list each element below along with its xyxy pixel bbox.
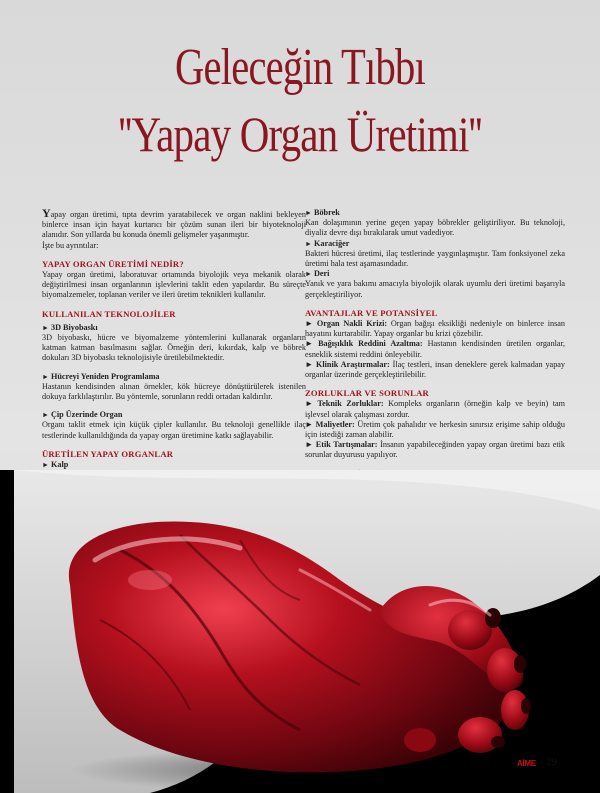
section-heading-advantages: AVANTAJLAR VE POTANSİYEL <box>305 307 438 318</box>
adv-item-3: ► Klinik Araştırmalar: İlaç testleri, insan deneklere gerek kalmadan yapay organlar üzerinde gerçekleştirilebilir. <box>305 359 566 380</box>
page-number: 29 <box>546 756 557 768</box>
text-reprogram: Hastanın kendisinden alınan örnekler, kök hücreye dönüştürülerek istenilen dokuya farklılaştırılır. Bu yöntemle, sorunların reddi ortadan kaldırılır. <box>42 381 306 402</box>
section-heading-organs: ÜRETİLEN YAPAY ORGANLAR <box>42 448 174 459</box>
text-kidney: Kan dolaşımının yerine geçen yapay böbrekler geliştiriliyor. Bu teknoloji, diyaliz devre dışı bırakılarak umut vadediyor. <box>305 218 565 238</box>
heart-illustration <box>0 470 600 793</box>
page-subtitle: ''Yapay Organ Üretimi'' <box>118 106 482 162</box>
subheading-liver: ► Karaciğer <box>305 238 350 248</box>
prob-item-3: ► Etik Tartışmalar: İnsanın yapabileceğinden yapay organ üretimi bazı etik sorunlar duyurusu yapılıyor. <box>305 440 565 460</box>
heart-image <box>0 470 600 793</box>
subheading-chip: ► Çip Üzerinde Organ <box>42 410 123 420</box>
text-chip: Organı taklit etmek için küçük çipler kullanılır. Bu teknoloji genellikle ilaç testlerinde kullanıldığında da yapay organ üretimine katkı sağlayabilir. <box>42 420 306 440</box>
text-3d: 3D biyobaskı, hücre ve biyomalzeme yöntemlerini kullanarak organların katman katman basılmasını sağlar. Örneğin deri, kıkırdak, kalp ve böbrek dokuları 3D biyobaskı teknolojisiyle üretilebilmektedir. <box>42 333 306 363</box>
subheading-reprogram: ► Hücreyi Yeniden Programlama <box>42 371 160 381</box>
text-liver: Bakteri hücresi üretimi, ilaç testlerinde yaygınlaşmıştır. Tam fonksiyonel zeka üretimi hala test aşamasındadır. <box>305 248 565 269</box>
intro-text: apay organ üretimi, tıpta devrim yaratabilecek ve organ naklini bekleyen binlerce insan için hayat kurtarıcı bir çözüm sunan ileri bir biyoteknoloji alanıdır. Son yıllarda bu konuda önemli gelişmeler yaşanmıştır. <box>42 210 306 240</box>
subheading-3d: ► 3D Biyobaskı <box>42 322 98 332</box>
prob-item-2: ► Maliyetler: Üretim çok pahalıdır ve herkesin sınırsız erişime sahip olduğu için istediği zaman alabilir. <box>305 419 566 440</box>
left-column <box>42 208 306 501</box>
section-heading-problems: ZORLUKLAR VE SORUNLAR <box>305 388 429 399</box>
subheading-kidney: ► Böbrek <box>305 208 340 217</box>
dropcap: Y <box>42 206 51 220</box>
page-title: Geleceğin Tıbbı <box>175 39 425 96</box>
intro-paragraph <box>42 208 306 241</box>
adv-item-2: ► Bağışıklık Reddini Azaltma: Hastanın kendisinden üretilen organlar, esneklik sistemi reddini önleyebilir. <box>305 339 566 359</box>
section-heading-what: YAPAY ORGAN ÜRETİMİ NEDİR? <box>42 258 184 269</box>
prob-item-1: ► Teknik Zorluklar: Kompleks organların (örneğin kalp ve beyin) tam işlevsel olarak çalışması zordur. <box>305 399 566 419</box>
magazine-logo: AİME <box>517 759 536 768</box>
section-heading-tech: KULLANILAN TEKNOLOJİLER <box>42 308 176 319</box>
right-column <box>305 208 565 500</box>
adv-item-1: ► Organ Nakli Krizi: Organ bağışı eksikliği nedeniyle on binlerce insan hayatını kurtarabilir. Yapay organlar bu krizi çözebilir. <box>305 319 566 339</box>
subheading-heart: ► Kalp <box>42 460 69 470</box>
intro-line2: İşte bu ayrıntılar: <box>42 240 99 250</box>
section-text-what: Yapay organ üretimi, laboratuvar ortamında biyolojik veya mekanik olarak değiştirilmesi insan organlarının işlevlerini taklit eden yapılardır. Bu süreçte biyomalzemeler, toplanan veriler ve ileri üretim teknikleri kullanılır. <box>42 270 306 300</box>
subheading-skin: ► Deri <box>305 269 330 279</box>
text-skin: Yanık ve yara bakımı amacıyla biyolojik olarak uyumlu deri üretimi başarıyla gerçekleştiriliyor. <box>305 279 565 299</box>
